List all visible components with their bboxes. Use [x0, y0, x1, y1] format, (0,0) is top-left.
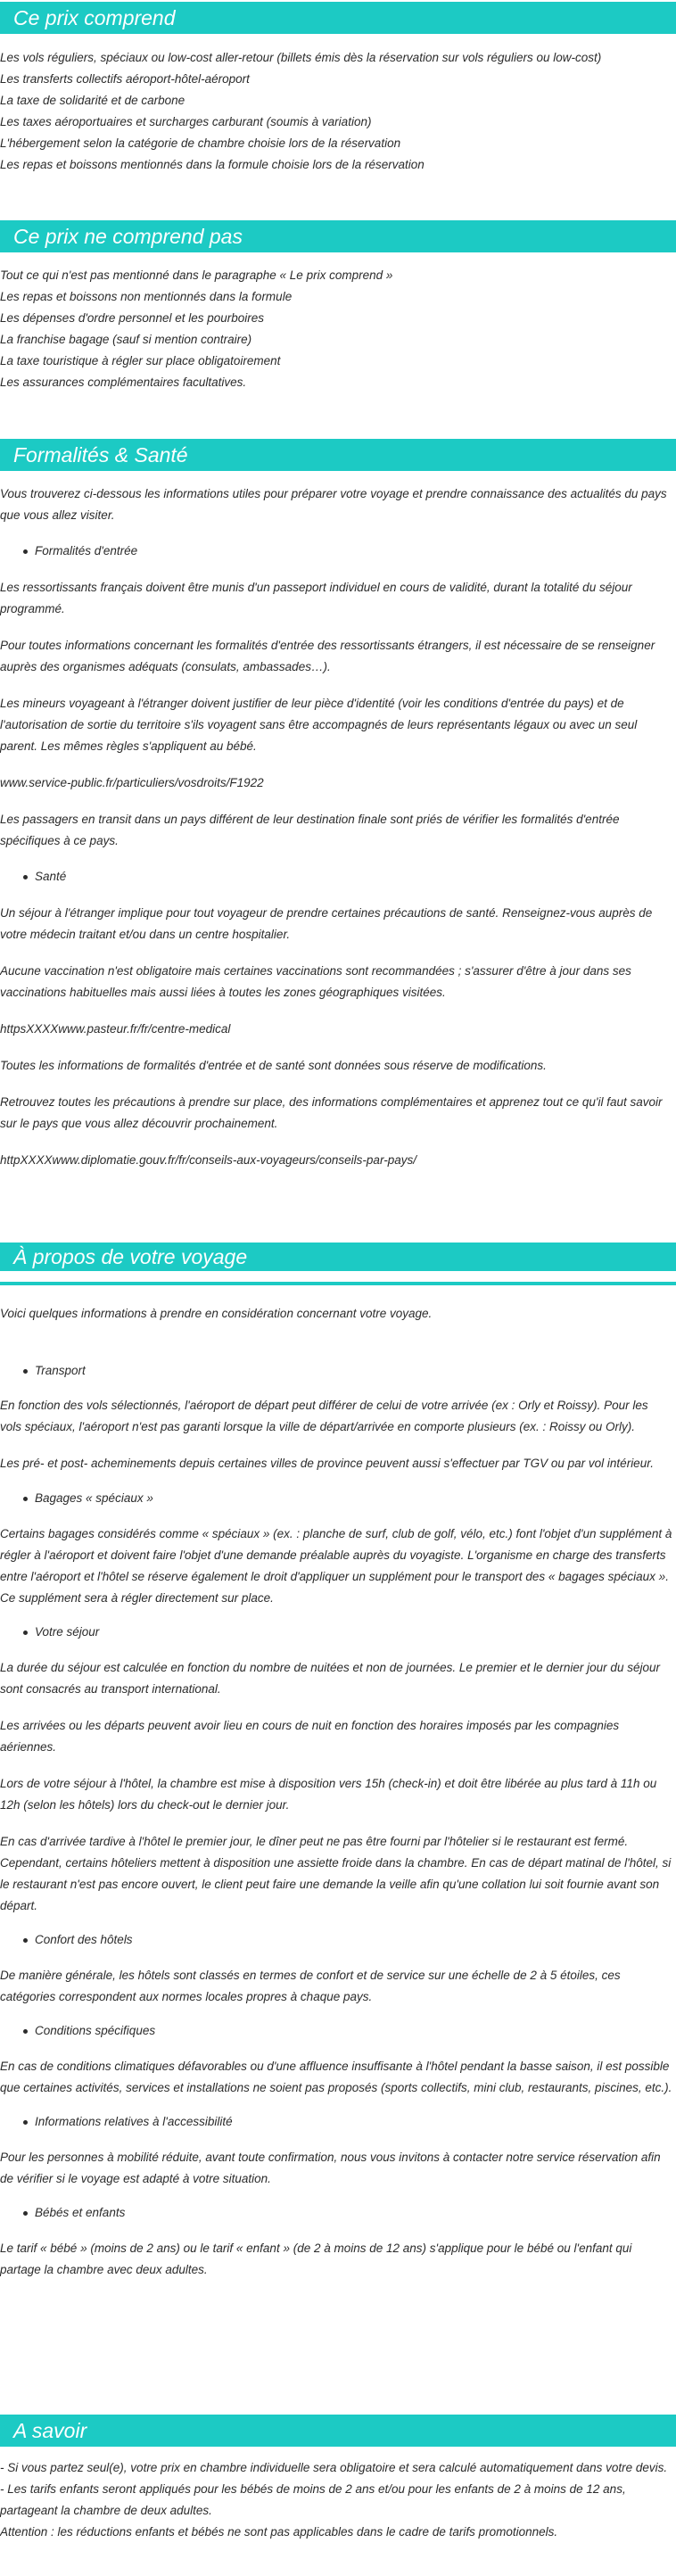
section-about-trip — [0, 1243, 676, 2281]
section-title: A savoir — [0, 2415, 676, 2447]
paragraph: Toutes les informations de formalités d'entrée et de santé sont données sous réserve de modifications. — [0, 1059, 547, 1072]
bullet-health: Santé — [0, 866, 676, 888]
divider — [0, 1282, 676, 1285]
bullet-hotel-comfort: Confort des hôtels — [0, 1929, 676, 1951]
section-price-includes — [0, 2, 676, 176]
list-item: Attention : les réductions enfants et bébés ne sont pas applicables dans le cadre de tarifs promotionnels. — [0, 2525, 558, 2539]
link-pasteur[interactable]: httpsXXXXwww.pasteur.fr/fr/centre-medical — [0, 1022, 231, 1036]
paragraph: Les mineurs voyageant à l'étranger doivent justifier de leur pièce d'identité (voir les conditions d'entrée du pays) et de l'autorisation de sortie du territoire s'ils voyagent sans être accompagnés de leurs représentants légaux ou avec un seul parent. Les mêmes règles s'appliquent au bébé. — [0, 697, 638, 753]
bullet-special-luggage: Bagages « spéciaux » — [0, 1488, 676, 1509]
paragraph: Vous trouverez ci-dessous les informations utiles pour préparer votre voyage et prendre connaissance des actualités du pays que vous allez visiter. — [0, 487, 667, 522]
bullet-entry-formalities: Formalités d'entrée — [0, 541, 676, 562]
paragraph: Retrouvez toutes les précautions à prendre sur place, des informations complémentaires et apprenez tout ce qu'il faut savoir sur le pays que vous allez découvrir prochainement. — [0, 1095, 663, 1130]
list-item: Les taxes aéroportuaires et surcharges carburant (soumis à variation) — [0, 115, 372, 128]
list-item: Tout ce qui n'est pas mentionné dans le paragraphe « Le prix comprend » — [0, 268, 393, 282]
good-to-know-list — [0, 2457, 676, 2543]
paragraph: Un séjour à l'étranger implique pour tout voyageur de prendre certaines précautions de santé. Renseignez-vous auprès de votre médecin traitant et/ou dans un centre hospitalier. — [0, 906, 653, 941]
list-item: Les repas et boissons mentionnés dans la formule choisie lors de la réservation — [0, 158, 425, 171]
excludes-list — [0, 265, 676, 393]
list-item: - Si vous partez seul(e), votre prix en chambre individuelle sera obligatoire et sera calculé automatiquement dans votre devis. — [0, 2461, 668, 2474]
list-item: L'hébergement selon la catégorie de chambre choisie lors de la réservation — [0, 136, 401, 150]
bullet-specific-conditions: Conditions spécifiques — [0, 2020, 676, 2042]
paragraph: Le tarif « bébé » (moins de 2 ans) ou le tarif « enfant » (de 2 à moins de 12 ans) s'applique pour le bébé ou l'enfant qui partage la chambre avec deux adultes. — [0, 2242, 632, 2276]
paragraph: En fonction des vols sélectionnés, l'aéroport de départ peut différer de celui de votre arrivée (ex : Orly et Roissy). Pour les vols spéciaux, l'aéroport n'est pas garanti lorsque la ville de départ/arrivée en comporte plusieurs (ex. : Roissy ou Orly). — [0, 1399, 648, 1433]
list-item: Les dépenses d'ordre personnel et les pourboires — [0, 311, 265, 325]
list-item: - Les tarifs enfants seront appliqués pour les bébés de moins de 2 ans et/ou pour les enfants de 2 à moins de 12 ans, partageant la chambre de deux adultes. — [0, 2482, 626, 2517]
section-title: Ce prix comprend — [0, 2, 676, 34]
list-item: La taxe touristique à régler sur place obligatoirement — [0, 354, 281, 367]
paragraph: Voici quelques informations à prendre en considération concernant votre voyage. — [0, 1307, 433, 1320]
paragraph: Lors de votre séjour à l'hôtel, la chambre est mise à disposition vers 15h (check-in) et doit être libérée au plus tard à 11h ou 12h (selon les hôtels) lors du check-out le dernier jour. — [0, 1777, 657, 1812]
paragraph: Aucune vaccination n'est obligatoire mais certaines vaccinations sont recommandées ; s'assurer d'être à jour dans ses vaccinations habituelles mais aussi liées à toutes les zones géographiques visitées. — [0, 964, 631, 999]
bullet-accessibility: Informations relatives à l'accessibilité — [0, 2111, 676, 2133]
paragraph: En cas d'arrivée tardive à l'hôtel le premier jour, le dîner peut ne pas être fourni par l'hôtelier si le restaurant est fermé. Cependant, certains hôteliers mettent à disposition une assiette froide dans la chambre. En cas de départ matinal de l'hôtel, si le restaurant n'est pas encore ouvert, le client peut faire une demande la veille afin qu'une collation lui soit fournie avant son départ. — [0, 1835, 672, 1912]
section-title: Ce prix ne comprend pas — [0, 220, 676, 252]
section-price-excludes — [0, 220, 676, 393]
list-item: La taxe de solidarité et de carbone — [0, 94, 185, 107]
bullet-babies-children: Bébés et enfants — [0, 2202, 676, 2224]
section-title: Formalités & Santé — [0, 439, 676, 471]
paragraph: Pour toutes informations concernant les formalités d'entrée des ressortissants étrangers, il est nécessaire de se renseigner auprès des organismes adéquats (consulats, ambassades…). — [0, 639, 655, 673]
paragraph: Les pré- et post- acheminements depuis certaines villes de province peuvent aussi s'effectuer par TGV ou par vol intérieur. — [0, 1457, 654, 1470]
paragraph: Les ressortissants français doivent être munis d'un passeport individuel en cours de validité, durant la totalité du séjour programmé. — [0, 581, 632, 615]
list-item: Les repas et boissons non mentionnés dans la formule — [0, 290, 293, 303]
section-formalities-health — [0, 439, 676, 1171]
list-item: Les transferts collectifs aéroport-hôtel-aéroport — [0, 72, 250, 86]
section-good-to-know — [0, 2415, 676, 2543]
list-item: La franchise bagage (sauf si mention contraire) — [0, 333, 252, 346]
section-title: À propos de votre voyage — [0, 1243, 676, 1271]
bullet-your-stay: Votre séjour — [0, 1622, 676, 1643]
link-diplomatie[interactable]: httpXXXXwww.diplomatie.gouv.fr/fr/conseils-aux-voyageurs/conseils-par-pays/ — [0, 1153, 416, 1167]
bullet-transport: Transport — [0, 1360, 676, 1382]
paragraph: Les passagers en transit dans un pays différent de leur destination finale sont priés de vérifier les formalités d'entrée spécifiques à ce pays. — [0, 813, 620, 847]
paragraph: Certains bagages considérés comme « spéciaux » (ex. : planche de surf, club de golf, vélo, etc.) font l'objet d'un supplément à régler à l'aéroport et doivent faire l'objet d'une demande préalable auprès du voyagiste. L'organisme en charge des transferts entre l'aéroport et l'hôtel se réserve également le droit d'appliquer un supplément pour le transport des « bagages spéciaux ». Ce supplément sera à régler directement sur place. — [0, 1527, 672, 1605]
paragraph: La durée du séjour est calculée en fonction du nombre de nuitées et non de journées. Le premier et le dernier jour du séjour sont consacrés au transport international. — [0, 1661, 660, 1696]
paragraph: En cas de conditions climatiques défavorables ou d'une affluence insuffisante à l'hôtel pendant la basse saison, il est possible que certaines activités, services et installations ne soient pas proposés (sports collectifs, mini club, restaurants, piscines, etc.). — [0, 2060, 672, 2094]
includes-list — [0, 47, 676, 176]
paragraph: De manière générale, les hôtels sont classés en termes de confort et de service sur une échelle de 2 à 5 étoiles, ces catégories correspondent aux normes locales propres à chaque pays. — [0, 1969, 621, 2003]
list-item: Les vols réguliers, spéciaux ou low-cost aller-retour (billets émis dès la réservation sur vols réguliers ou low-cost) — [0, 51, 602, 64]
link-service-public[interactable]: www.service-public.fr/particuliers/vosdroits/F1922 — [0, 776, 264, 789]
paragraph: Pour les personnes à mobilité réduite, avant toute confirmation, nous vous invitons à contacter notre service réservation afin de vérifier si le voyage est adapté à votre situation. — [0, 2151, 661, 2185]
list-item: Les assurances complémentaires facultatives. — [0, 376, 247, 389]
paragraph: Les arrivées ou les départs peuvent avoir lieu en cours de nuit en fonction des horaires imposés par les compagnies aériennes. — [0, 1719, 620, 1754]
